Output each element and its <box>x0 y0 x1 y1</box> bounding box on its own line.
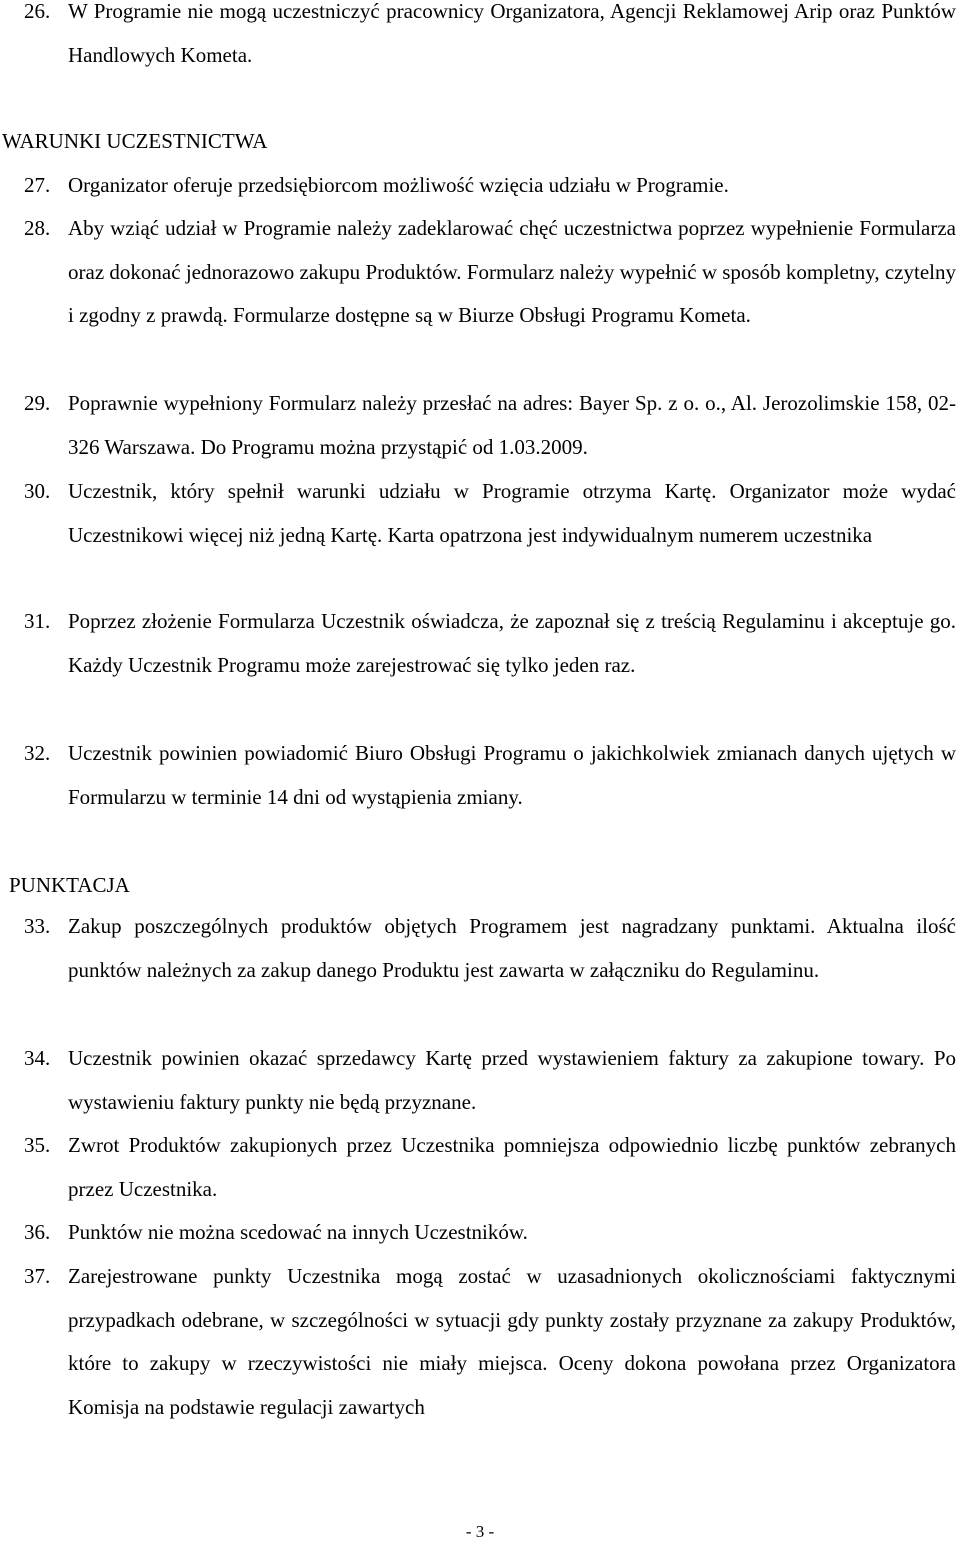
paragraph-number: 32. <box>24 741 51 765</box>
paragraph-number: 36. <box>24 1220 51 1244</box>
paragraph-text: Organizator oferuje przedsiębiorcom możliwość wzięcia udziału w Programie. <box>68 173 729 197</box>
paragraph-29 <box>24 382 956 469</box>
page-number: - 3 - <box>465 1522 495 1541</box>
paragraph-28 <box>24 207 956 338</box>
paragraph-number: 29. <box>24 391 51 415</box>
paragraph-text: Zarejestrowane punkty Uczestnika mogą zostać w uzasadnionych okolicznościami faktycznymi przypadkach odebrane, w szczególności w sytuacji gdy punkty zostały przyznane za zakupy Produktów, które to zakupy w rzeczywistości nie miały miejsca. Oceny dokona powołana przez Organizatora Komisja na podstawie regulacji zawartych <box>68 1264 956 1419</box>
paragraph-number: 37. <box>24 1264 51 1288</box>
paragraph-text: Punktów nie można scedować na innych Uczestników. <box>68 1220 528 1244</box>
paragraph-text: Zakup poszczególnych produktów objętych Programem jest nagradzany punktami. Aktualna ilość punktów należnych za zakup danego Produktu jest zawarta w załączniku do Regulaminu. <box>68 914 956 982</box>
paragraph-text: Poprzez złożenie Formularza Uczestnik oświadcza, że zapoznał się z treścią Regulaminu i akceptuje go. Każdy Uczestnik Programu może zarejestrować się tylko jeden raz. <box>68 609 956 677</box>
paragraph-30 <box>24 470 956 557</box>
paragraph-number: 28. <box>24 216 51 240</box>
section-heading-punktacja: PUNKTACJA <box>9 873 130 897</box>
paragraph-text: Uczestnik powinien okazać sprzedawcy Kartę przed wystawieniem faktury za zakupione towary. Po wystawieniu faktury punkty nie będą przyznane. <box>68 1046 956 1114</box>
paragraph-31 <box>24 600 956 687</box>
paragraph-26 <box>24 0 956 77</box>
paragraph-text: Zwrot Produktów zakupionych przez Uczestnika pomniejsza odpowiednio liczbę punktów zebranych przez Uczestnika. <box>68 1133 956 1201</box>
paragraph-text: Aby wziąć udział w Programie należy zadeklarować chęć uczestnictwa poprzez wypełnienie Formularza oraz dokonać jednorazowo zakupu Produktów. Formularz należy wypełnić w sposób kompletny, czytelny i zgodny z prawdą. Formularze dostępne są w Biurze Obsługi Programu Kometa. <box>68 216 956 328</box>
paragraph-number: 34. <box>24 1046 51 1070</box>
paragraph-number: 33. <box>24 914 51 938</box>
paragraph-number: 30. <box>24 479 51 503</box>
section-heading-warunki: WARUNKI UCZESTNICTWA <box>2 129 268 153</box>
paragraph-36 <box>24 1211 956 1255</box>
paragraph-text: W Programie nie mogą uczestniczyć pracownicy Organizatora, Agencji Reklamowej Arip oraz Punktów Handlowych Kometa. <box>68 0 956 67</box>
paragraph-number: 31. <box>24 609 51 633</box>
paragraph-number: 35. <box>24 1133 51 1157</box>
paragraph-33 <box>24 905 956 992</box>
paragraph-27 <box>24 164 956 208</box>
paragraph-number: 27. <box>24 173 51 197</box>
paragraph-text: Uczestnik, który spełnił warunki udziału w Programie otrzyma Kartę. Organizator może wydać Uczestnikowi więcej niż jedną Kartę. Karta opatrzona jest indywidualnym numerem uczestnika <box>68 479 956 547</box>
paragraph-text: Poprawnie wypełniony Formularz należy przesłać na adres: Bayer Sp. z o. o., Al. Jerozolimskie 158, 02-326 Warszawa. Do Programu można przystąpić od 1.03.2009. <box>68 391 956 459</box>
paragraph-35 <box>24 1124 956 1211</box>
paragraph-32 <box>24 732 956 819</box>
paragraph-text: Uczestnik powinien powiadomić Biuro Obsługi Programu o jakichkolwiek zmianach danych ujętych w Formularzu w terminie 14 dni od wystąpienia zmiany. <box>68 741 956 809</box>
paragraph-number: 26. <box>24 0 51 23</box>
paragraph-37 <box>24 1255 956 1429</box>
paragraph-34 <box>24 1037 956 1124</box>
